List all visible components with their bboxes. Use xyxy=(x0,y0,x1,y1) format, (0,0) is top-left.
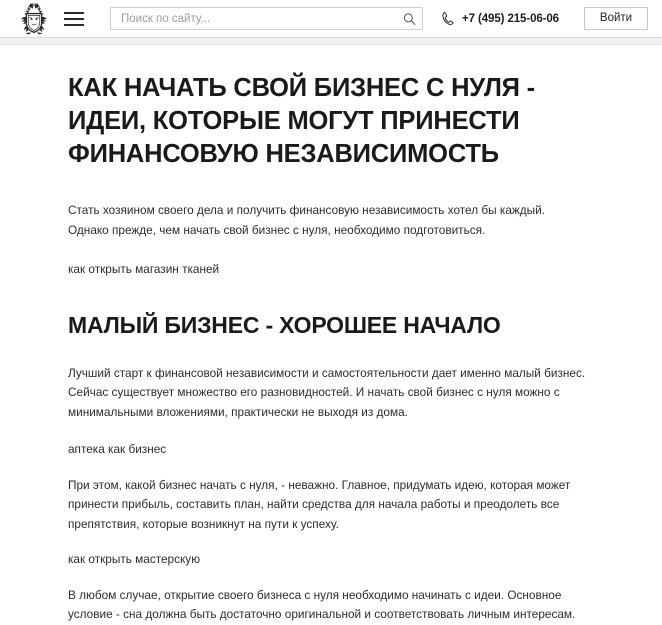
phone-link[interactable] xyxy=(441,11,559,26)
paragraph-2: При этом, какой бизнес начать с нуля, - неважно. Главное, придумать идею, которая может принести прибыль, составить план, найти средства для начала работы и преодолеть все препятствия, которые возникнут на пути к успеху. xyxy=(68,477,571,531)
related-link-pharmacy[interactable]: аптека как бизнес xyxy=(68,442,167,456)
phone-icon xyxy=(441,11,455,26)
burger-line-3 xyxy=(64,24,84,26)
related-link-fabric-store[interactable]: как открыть магазин тканей xyxy=(68,262,220,276)
site-header xyxy=(0,0,662,38)
paragraph-3: В любом случае, открытие своего бизнеса с нуля необходимо начинать с идеи. Основное условие - сна должна быть достаточно оригинальной и соответствовать личным интересам. xyxy=(68,587,576,621)
search-input[interactable] xyxy=(110,7,423,30)
phone-number: +7 (495) 215-06-06 xyxy=(462,12,559,25)
section-heading: МАЛЫЙ БИЗНЕС - ХОРОШЕЕ НАЧАЛО xyxy=(68,311,501,338)
related-link-workshop[interactable]: как открыть мастерскую xyxy=(68,552,201,566)
login-button[interactable]: Войти xyxy=(584,7,648,30)
page-title: КАК НАЧАТЬ СВОЙ БИЗНЕС С НУЛЯ - ИДЕИ, КОТОРЫЕ МОГУТ ПРИНЕСТИ ФИНАНСОВУЮ НЕЗАВИСИМОСТЬ xyxy=(68,74,535,168)
heraldic-crest-icon xyxy=(16,1,52,37)
paragraph-1: Лучший старт к финансовой независимости и самостоятельности дает именно малый бизнес. Сейчас существует множество его разновидностей. И начать свой бизнес с нуля можно с минимальными вложениями, практически не выходя из дома. xyxy=(68,365,586,419)
site-logo[interactable] xyxy=(12,1,56,37)
article-content xyxy=(0,45,662,625)
burger-line-2 xyxy=(64,18,84,20)
header-accent-strip xyxy=(0,38,662,45)
intro-paragraph: Стать хозяином своего дела и получить финансовую независимость хотел бы каждый. Однако прежде, чем начать свой бизнес с нуля, необходимо подготовиться. xyxy=(68,203,545,237)
burger-line-1 xyxy=(64,12,84,14)
search-box xyxy=(110,7,423,30)
menu-button[interactable] xyxy=(64,12,84,26)
